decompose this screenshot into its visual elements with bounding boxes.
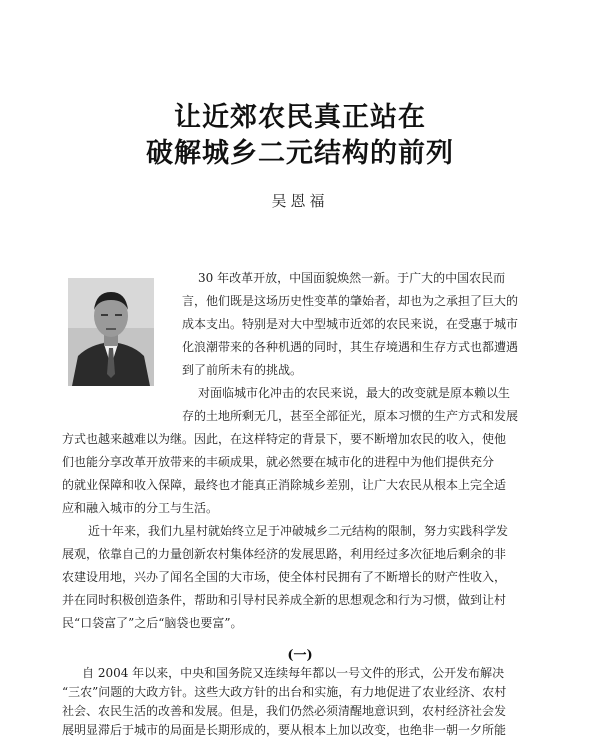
section-heading: (一)	[287, 648, 313, 663]
section-paragraph-line-4: 展明显滞后于城市的局面是长期形成的，要从根本上加以改变，也绝非一朝一夕所能	[62, 723, 507, 737]
article-title-line-2: 破解城乡二元结构的前列	[146, 138, 454, 169]
author-portrait-photo	[68, 278, 154, 386]
paragraph-1-line-2: 言，他们既是这场历史性变革的肇始者，却也为之承担了巨大的	[182, 294, 519, 308]
paragraph-2-line-2: 存的土地所剩无几，甚至全部征光，原本习惯的生产方式和发展	[182, 409, 519, 423]
section-paragraph-line-3: 社会、农民生活的改善和发展。但是，我们仍然必须清醒地意识到，农村经济社会发	[62, 704, 507, 718]
section-paragraph-line-1: 自 2004 年以来，中央和国务院又连续每年都以一号文件的形式，公开发布解决	[82, 666, 505, 680]
paragraph-1-line-1: 30 年改革开放，中国面貌焕然一新。于广大的中国农民而	[198, 271, 506, 285]
paragraph-3-line-3: 农建设用地，兴办了闻名全国的大市场，使全体村民拥有了不断增长的财产性收入，	[62, 570, 507, 584]
paragraph-3-line-1: 近十年来，我们九星村就始终立足于冲破城乡二元结构的限制，努力实践科学发	[88, 524, 509, 538]
paragraph-1-line-5: 到了前所未有的挑战。	[182, 363, 303, 377]
paragraph-2-line-5: 的就业保障和收入保障，最终也才能真正消除城乡差别，让广大农民从根本上完全适	[62, 478, 507, 492]
article-title-line-1: 让近郊农民真正站在	[174, 102, 426, 133]
paragraph-3-line-2: 展观，依靠自己的力量创新农村集体经济的发展思路，利用经过多次征地后剩余的非	[62, 547, 507, 561]
author-name: 吴恩福	[271, 192, 329, 210]
paragraph-3-line-5: 民“口袋富了”之后“脑袋也要富”。	[62, 616, 243, 630]
paragraph-2-line-1: 对面临城市化冲击的农民来说，最大的改变就是原本赖以生	[198, 386, 511, 400]
paragraph-3-line-4: 并在同时积极创造条件，帮助和引导村民养成全新的思想观念和行为习惯，做到让村	[62, 593, 507, 607]
paragraph-1-line-4: 化浪潮带来的各种机遇的同时，其生存境遇和生存方式也都遭遇	[182, 340, 519, 354]
paragraph-2-line-4: 们也能分享改革开放带来的丰硕成果，就必然要在城市化的进程中为他们提供充分	[62, 455, 495, 469]
section-paragraph-line-2: “三农”问题的大政方针。这些大政方针的出台和实施，有力地促进了农业经济、农村	[62, 685, 507, 699]
paragraph-1-line-3: 成本支出。特别是对大中型城市近郊的农民来说，在受惠于城市	[182, 317, 519, 331]
portrait-icon	[68, 278, 154, 386]
paragraph-2-line-3: 方式也越来越难以为继。因此，在这样特定的背景下，要不断增加农民的收入，使他	[62, 432, 507, 446]
paragraph-2-line-6: 应和融入城市的分工与生活。	[62, 501, 219, 515]
